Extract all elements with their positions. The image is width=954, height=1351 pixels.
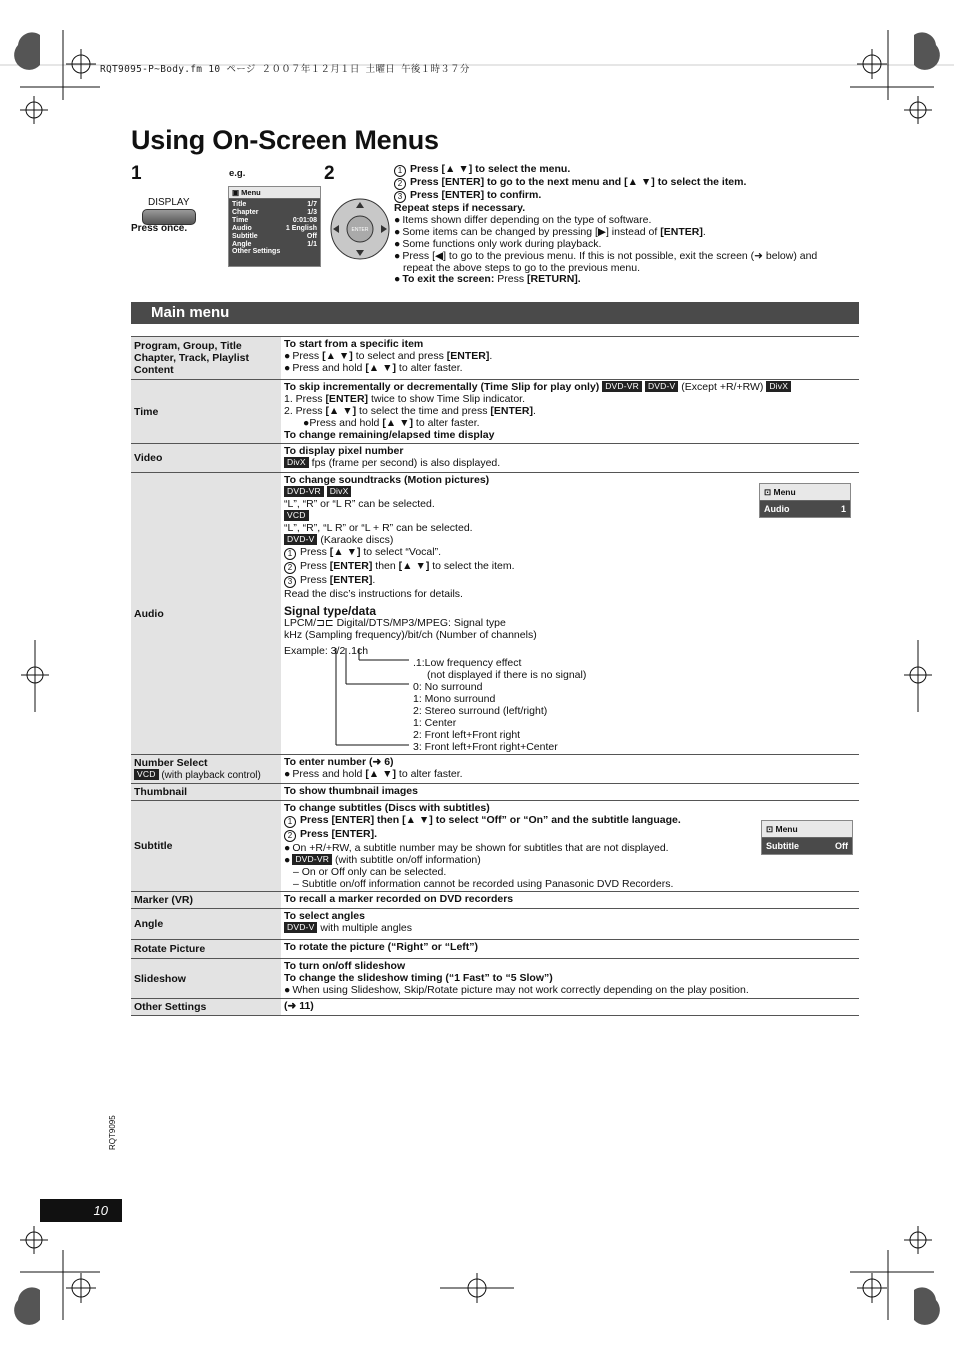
enter-text: ENTER [351, 227, 369, 233]
circled-2: 2 [394, 178, 406, 190]
row-label-subtitle: Subtitle [131, 801, 281, 892]
row-content-video: To display pixel number DivX fps (frame per second) is also displayed. [281, 444, 859, 473]
circled-3: 3 [394, 191, 406, 203]
table-row [131, 959, 859, 999]
row-label-number-select: Number Select VCD (with playback control) [131, 755, 281, 784]
osd-menu-icon-header: ▣ Menu [229, 187, 320, 199]
row-label-program: Program, Group, Title Chapter, Track, Playlist Content [131, 337, 281, 380]
osd-row: Subtitle Off [232, 232, 317, 240]
page-title: Using On-Screen Menus [131, 125, 439, 155]
audio-osd-panel: ⊡ Menu Audio 1 [759, 483, 851, 518]
table-row [131, 380, 859, 444]
page-number: 10 [40, 1199, 122, 1222]
step-1-number: 1 [131, 163, 142, 184]
row-content-rotate: To rotate the picture (“Right” or “Left”) [281, 940, 859, 959]
table-row [131, 755, 859, 784]
row-label-slideshow: Slideshow [131, 959, 281, 999]
row-content-audio: To change soundtracks (Motion pictures) DVD-VR DivX “L”, “R” or “L R” can be selected. VCD “L”, “R”, “L R” or “L + R” can be selected. DVD-V (Karaoke discs) 1 Press [▲ ▼] to select “Vocal”. 2 Press [ENTER] then [▲ ▼] to select the item. 3 Press [ENTER]. Read the disc’s instructions for details. Signal type/data LPCM/⊐⊏ Digital/DTS/MP3/MPEG: Signal type kHz (Sampling frequency)/bit/ch (Number of channels) Example: 3/2 .1ch .1:Low frequency effect (not displayed if there is no signal) 0: No surround 1: Mono surround 2: Stereo surround (left/right) 1: Center 2: Front left+Front right 3: Front left+Front right+Center ⊡ Menu Audio 1 [281, 473, 859, 755]
row-content-time: To skip incrementally or decrementally (Time Slip for play only) DVD-VR DVD-V (Except +R/+RW) DivX 1. Press [ENTER] twice to show Time Slip indicator. 2. Press [▲ ▼] to select the time and press [ENTER]. ●Press and hold [▲ ▼] to alter faster. To change remaining/elapsed time display [281, 380, 859, 444]
row-content-number-select: To enter number (➜ 6) ● Press and hold [▲ ▼] to alter faster. [281, 755, 859, 784]
row-label-audio: Audio [131, 473, 281, 755]
side-model-code: RQT9095 [108, 1115, 117, 1150]
table-row [131, 473, 859, 755]
table-row [131, 909, 859, 940]
osd-row: Other Settings [232, 248, 281, 256]
display-button-label: DISPLAY [148, 197, 190, 208]
table-row [131, 801, 859, 892]
osd-menu-header: ⊡ Menu [760, 484, 850, 501]
example-menu-osd [228, 186, 321, 267]
remote-navigation-dpad-icon[interactable] [330, 198, 390, 260]
row-label-video: Video [131, 444, 281, 473]
main-menu-table [131, 336, 859, 1016]
step-2-number: 2 [324, 163, 335, 184]
row-label-angle: Angle [131, 909, 281, 940]
osd-rows [229, 199, 320, 256]
table-row [131, 444, 859, 473]
osd-row: Angle 1/1 [232, 240, 317, 248]
osd-row: Title 1/7 [232, 201, 317, 208]
row-label-marker: Marker (VR) [131, 892, 281, 909]
row-content-slideshow: To turn on/off slideshow To change the slideshow timing (“1 Fast” to “5 Slow”) ● When using Slideshow, Skip/Rotate picture may not work correctly depending on the play position. [281, 959, 859, 999]
row-content-thumbnail: To show thumbnail images [281, 784, 859, 801]
table-row [131, 892, 859, 909]
instructions: 1 Press [▲ ▼] to select the menu. 2 Press [ENTER] to go to the next menu and [▲ ▼] to select the item. 3 Press [ENTER] to confirm. Repeat steps if necessary. ● Items shown differ depending on the type of software. ● Some items can be changed by pressing [▶] instead of [ENTER]. ● Some functions only work during playback. ● Press [◀] to go to the previous menu. If this is not possible, exit the screen (➜ below) and repeat the above steps to go to the previous menu. ● To exit the screen: Press [RETURN]. [394, 163, 818, 286]
row-label-rotate: Rotate Picture [131, 940, 281, 959]
row-content-program: To start from a specific item ● Press [▲ ▼] to select and press [ENTER]. ● Press and hold [▲ ▼] to alter faster. [281, 337, 859, 380]
signal-bracket-lines [331, 646, 411, 751]
osd-row: Chapter 1/3 [232, 208, 317, 216]
row-content-marker: To recall a marker recorded on DVD recorders [281, 892, 859, 909]
osd-menu-header: ⊡ Menu [762, 821, 852, 838]
subtitle-osd-panel: ⊡ Menu Subtitle Off [761, 820, 853, 855]
table-row [131, 999, 859, 1016]
table-row [131, 337, 859, 380]
table-row [131, 784, 859, 801]
osd-row: Audio 1 English [232, 224, 317, 232]
main-menu-bar: Main menu [131, 302, 859, 324]
file-header-line: RQT9095-P~Body.fm 10 ページ ２００７年１２月１日 土曜日 午後１時３７分 [100, 64, 470, 75]
row-content-angle: To select angles DVD-V with multiple angles [281, 909, 859, 940]
osd-row: Time 0:01:08 [232, 216, 317, 224]
press-once-caption: Press once. [131, 223, 188, 234]
row-label-other-settings: Other Settings [131, 999, 281, 1016]
row-label-thumbnail: Thumbnail [131, 784, 281, 801]
row-label-time: Time [131, 380, 281, 444]
row-content-subtitle: To change subtitles (Discs with subtitles) 1 Press [ENTER] then [▲ ▼] to select “Off” or “On” and the subtitle language. 2 Press [ENTER]. ● On +R/+RW, a subtitle number may be shown for subtitles that are not displayed. ● DVD-VR (with subtitle on/off information) – On or Off only can be selected. – Subtitle on/off information cannot be recorded using Panasonic DVD Recorders. ⊡ Menu Subtitle Off [281, 801, 859, 892]
row-content-other-settings: (➜ 11) [281, 999, 859, 1016]
table-row [131, 940, 859, 959]
eg-label: e.g. [229, 168, 246, 179]
circled-1: 1 [394, 165, 406, 177]
